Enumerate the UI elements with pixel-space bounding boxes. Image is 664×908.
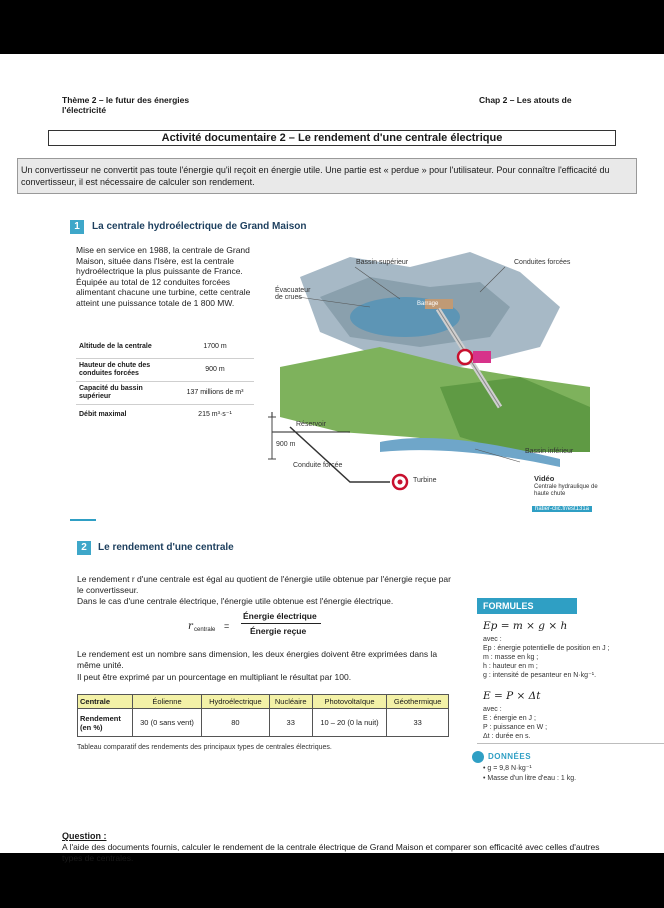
table-cell: 30 (0 sans vent) xyxy=(133,709,202,737)
header-theme: Thème 2 – le futur des énergies xyxy=(62,95,190,105)
doc2-paragraph-2: Dans le cas d'une centrale électrique, l'énergie utile obtenue est l'énergie électrique. xyxy=(77,596,394,606)
table-key: Altitude de la centrale xyxy=(79,343,152,351)
table-row xyxy=(76,381,254,404)
yield-comparison-table xyxy=(77,694,449,737)
formula-avec: avec : xyxy=(483,636,502,643)
doc1-number-badge: 1 xyxy=(70,220,84,234)
formula-def-h: h : hauteur en m ; xyxy=(483,663,538,670)
table-caption: Tableau comparatif des rendements des principaux types de centrales électriques. xyxy=(77,744,332,751)
video-label: Vidéo xyxy=(534,474,555,483)
label-upper-basin: Bassin supérieur xyxy=(356,259,409,266)
label-reservoir: Réservoir xyxy=(296,421,326,428)
header-subtitle: l'électricité xyxy=(62,105,107,115)
formula-potential-energy: Ep = m × g × h xyxy=(483,620,568,632)
doc2-paragraph-3: Le rendement est un nombre sans dimension, les deux énergies doivent être exprimées dans la même unité. xyxy=(77,649,438,670)
doc2-number-badge: 2 xyxy=(77,541,91,555)
question-title: Question : xyxy=(62,831,107,841)
generator-shape xyxy=(473,351,491,363)
table-header-row xyxy=(78,695,449,709)
label-lower-basin: Bassin inférieur xyxy=(525,448,574,455)
video-caption: Centrale hydraulique de haute chute xyxy=(534,484,598,497)
document-page xyxy=(0,54,664,863)
doc1-data-table xyxy=(76,337,254,425)
table-header: Centrale xyxy=(78,695,133,709)
data-title: DONNÉES xyxy=(488,752,532,761)
header-chapter: Chap 2 – Les atouts de xyxy=(479,95,572,105)
formulas-band: FORMULES xyxy=(477,598,577,614)
data-info-icon xyxy=(472,751,484,763)
table-row-label: Rendement (en %) xyxy=(78,709,133,737)
table-cell: 10 – 20 (0 la nuit) xyxy=(312,709,386,737)
question-text: A l'aide des documents fournis, calculer le rendement de la centrale électrique de Grand Maison et comparer son efficacité avec celles d'autres types de centrales. xyxy=(62,842,600,863)
table-header: Nucléaire xyxy=(269,695,312,709)
table-key: Hauteur de chute des conduites forcées xyxy=(79,361,151,377)
table-value: 137 millions de m³ xyxy=(186,388,244,396)
table-cell: 80 xyxy=(202,709,270,737)
table-row xyxy=(76,337,254,358)
formula-def-ep: Ep : énergie potentielle de position en J ; xyxy=(483,645,610,652)
table-cell: 33 xyxy=(269,709,312,737)
formula-denominator: Énergie reçue xyxy=(250,626,307,636)
table-value: 1700 m xyxy=(203,343,227,351)
divider xyxy=(70,519,96,521)
table-row xyxy=(76,404,254,425)
activity-title: Activité documentaire 2 – Le rendement d'une centrale électrique xyxy=(48,130,616,146)
intro-text: Un convertisseur ne convertit pas toute l'énergie qu'il reçoit en énergie utile. Une partie est « perdue » pour l'utilisateur. Pour connaître l'efficacité du convertisseur, il est nécessaire de calculer son rendement. xyxy=(17,158,637,194)
video-link[interactable]: hatier-clic.fr/est131a xyxy=(532,506,592,512)
machine-hall-marker xyxy=(458,350,472,364)
table-key: Capacité du bassin supérieur xyxy=(79,384,143,400)
formula-lhs: r xyxy=(188,621,193,632)
table-header: Photovoltaïque xyxy=(312,695,386,709)
table-key: Débit maximal xyxy=(79,410,127,418)
table-header: Hydroélectrique xyxy=(202,695,270,709)
formula-def-m: m : masse en kg ; xyxy=(483,654,539,661)
formula-numerator: Énergie électrique xyxy=(243,611,317,621)
formula-energy: E = P × Δt xyxy=(483,690,541,702)
divider xyxy=(477,743,664,744)
doc1-title: La centrale hydroélectrique de Grand Maison xyxy=(92,221,307,232)
label-dam: Barrage xyxy=(417,301,439,307)
data-mass: • Masse d'un litre d'eau : 1 kg. xyxy=(483,775,577,782)
table-row xyxy=(76,358,254,381)
formula-subscript: centrale xyxy=(194,627,216,633)
formula-def-p: P : puissance en W ; xyxy=(483,724,548,731)
doc2-title: Le rendement d'une centrale xyxy=(98,542,234,553)
label-spillway: Évacuateur de crues xyxy=(275,287,311,301)
table-row xyxy=(78,709,449,737)
table-cell: 33 xyxy=(387,709,449,737)
formula-def-e: E : énergie en J ; xyxy=(483,715,536,722)
label-height: 900 m xyxy=(276,441,296,448)
label-turbine: Turbine xyxy=(413,477,437,484)
table-header: Géothermique xyxy=(387,695,449,709)
data-g: • g = 9,8 N·kg⁻¹ xyxy=(483,765,532,772)
doc2-paragraph-1: Le rendement r d'une centrale est égal au quotient de l'énergie utile obtenue par l'énergie reçue par le convertisseur. xyxy=(77,574,451,595)
table-value: 215 m³·s⁻¹ xyxy=(198,410,232,418)
label-penstocks: Conduites forcées xyxy=(514,259,571,266)
yield-formula: r centrale = Énergie électrique Énergie reçue xyxy=(188,611,318,643)
doc1-text: Mise en service en 1988, la centrale de Grand Maison, située dans l'Isère, est la centrale hydroélectrique la plus puissante de France. Équipée au total de 12 conduites forcées alimentant chacune une turbine, cette centrale atteint une puissance totale de 1 800 MW. xyxy=(76,245,251,308)
formula-avec: avec : xyxy=(483,706,502,713)
table-header: Éolienne xyxy=(133,695,202,709)
formula-def-g: g : intensité de pesanteur en N·kg⁻¹. xyxy=(483,672,597,679)
doc2-paragraph-4: Il peut être exprimé par un pourcentage en multipliant le résultat par 100. xyxy=(77,672,352,682)
formula-def-dt: Δt : durée en s. xyxy=(483,733,531,740)
table-value: 900 m xyxy=(205,365,225,373)
label-conduit: Conduite forcée xyxy=(293,462,343,469)
